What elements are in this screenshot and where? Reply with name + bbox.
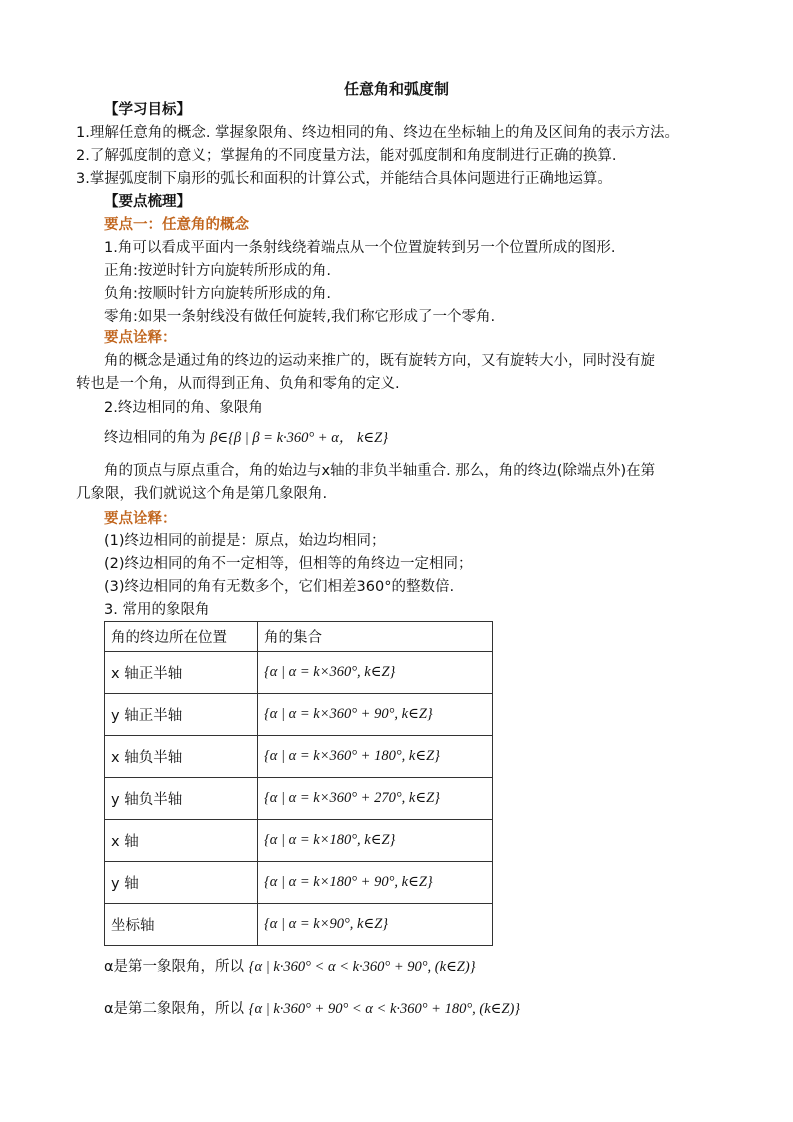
subsection-2: 2.终边相同的角、象限角 [104, 400, 263, 416]
quadrant-1-line [104, 957, 476, 977]
point1-heading: 要点一：任意角的概念 [104, 217, 249, 233]
objective-item-1: 1.理解任意角的概念. 掌握象限角、终边相同的角、终边在坐标轴上的角及区间角的表示方法。 [76, 125, 680, 141]
table-row [105, 778, 493, 820]
quadrantal-angle-table [104, 621, 493, 946]
quadrant-1-formula: {α | k·360° < α < k·360° + 90°, (k∈Z)} [248, 959, 476, 975]
note2-item-1: (1)终边相同的前提是：原点，始边均相同； [104, 533, 386, 549]
table-header: 角的集合 [258, 622, 493, 652]
coterminal-formula: β∈{β | β = k·360° + α， k∈Z} [210, 430, 388, 446]
table-header: 角的终边所在位置 [105, 622, 258, 652]
zero-angle: 零角:如果一条射线没有做任何旋转,我们称它形成了一个零角. [104, 309, 496, 325]
table-row [105, 904, 493, 946]
coterminal-label: 终边相同的角为 [104, 430, 206, 446]
table-cell-set: {α | α = k×360° + 180°, k∈Z} [258, 736, 493, 778]
quadrant-1-label: α是第一象限角，所以 [104, 959, 245, 975]
table-header-row [105, 622, 493, 652]
table-cell-position: x 轴负半轴 [105, 736, 258, 778]
table-cell-position: y 轴 [105, 862, 258, 904]
table-cell-set: {α | α = k×360°, k∈Z} [258, 652, 493, 694]
note-heading: 要点诠释： [104, 330, 177, 346]
table-cell-set: {α | α = k×180° + 90°, k∈Z} [258, 862, 493, 904]
table-row [105, 736, 493, 778]
table-row [105, 694, 493, 736]
table-row [105, 862, 493, 904]
angle-definition: 1.角可以看成平面内一条射线绕着端点从一个位置旋转到另一个位置所成的图形. [104, 240, 616, 256]
table-cell-position: y 轴负半轴 [105, 778, 258, 820]
coterminal-line [104, 428, 388, 448]
quadrant-2-formula: {α | k·360° + 90° < α < k·360° + 180°, (k∈Z)} [248, 1001, 521, 1017]
quadrant-line-1: 角的顶点与原点重合，角的始边与x轴的非负半轴重合. 那么，角的终边(除端点外)在第 [104, 463, 656, 479]
note2-heading: 要点诠释： [104, 511, 177, 527]
table-cell-position: 坐标轴 [105, 904, 258, 946]
table-cell-set: {α | α = k×360° + 270°, k∈Z} [258, 778, 493, 820]
objective-item-3: 3.掌握弧度制下扇形的弧长和面积的计算公式，并能结合具体问题进行正确地运算。 [76, 171, 612, 187]
negative-angle: 负角:按顺时针方向旋转所形成的角. [104, 286, 331, 302]
table-row [105, 652, 493, 694]
table-cell-set: {α | α = k×180°, k∈Z} [258, 820, 493, 862]
table-cell-set: {α | α = k×90°, k∈Z} [258, 904, 493, 946]
page-title: 任意角和弧度制 [343, 80, 449, 98]
review-heading: 【要点梳理】 [104, 194, 191, 210]
quadrant-line-2: 几象限，我们就说这个角是第几象限角. [76, 486, 328, 502]
table-cell-position: x 轴 [105, 820, 258, 862]
positive-angle: 正角:按逆时针方向旋转所形成的角. [104, 263, 331, 279]
table-cell-set: {α | α = k×360° + 90°, k∈Z} [258, 694, 493, 736]
note-line-1: 角的概念是通过角的终边的运动来推广的，既有旋转方向，又有旋转大小，同时没有旋 [104, 353, 655, 369]
subsection-3: 3. 常用的象限角 [104, 602, 210, 618]
table-cell-position: y 轴正半轴 [105, 694, 258, 736]
table-row [105, 820, 493, 862]
table-cell-position: x 轴正半轴 [105, 652, 258, 694]
quadrant-2-label: α是第二象限角，所以 [104, 1001, 245, 1017]
note2-item-3: (3)终边相同的角有无数多个，它们相差360°的整数倍. [104, 579, 455, 595]
objective-item-2: 2.了解弧度制的意义；掌握角的不同度量方法，能对弧度制和角度制进行正确的换算. [76, 148, 617, 164]
note-line-2: 转也是一个角，从而得到正角、负角和零角的定义. [76, 376, 400, 392]
objectives-heading: 【学习目标】 [104, 102, 191, 118]
note2-item-2: (2)终边相同的角不一定相等，但相等的角终边一定相同； [104, 556, 473, 572]
quadrant-2-line [104, 999, 520, 1019]
